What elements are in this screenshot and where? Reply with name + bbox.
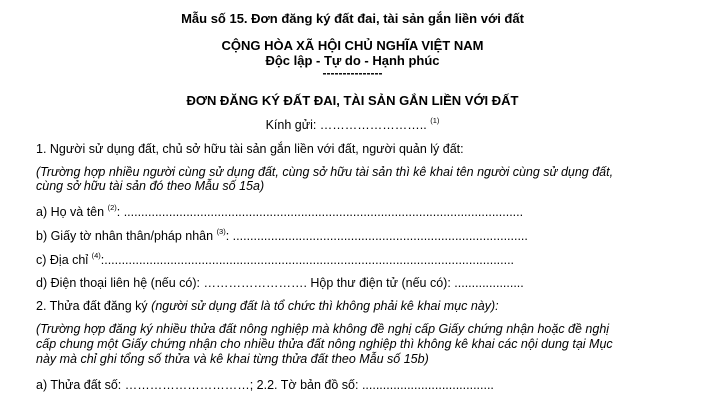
- address-field: [36, 250, 515, 267]
- footnote-ref-4: (4): [91, 250, 101, 260]
- recipient-line: [0, 115, 705, 132]
- divider: ---------------: [322, 66, 383, 80]
- id-document-fill: : .....................................................................................: [225, 229, 528, 243]
- document-title: ĐƠN ĐĂNG KÝ ĐẤT ĐAI, TÀI SẢN GẮN LIỀN VỚI ĐẤT: [186, 93, 519, 108]
- name-label: a) Họ và tên: [36, 205, 108, 219]
- contact-line: d) Điện thoại liên hệ (nếu có): ……………………. Hộp thư điện tử (nếu có): ....................: [36, 276, 524, 290]
- footnote-ref-3: (3): [216, 226, 226, 236]
- parcel-line: a) Thửa đất số: …………………………; 2.2. Tờ bản đồ số: ......................................: [36, 378, 494, 392]
- section-2-heading-note: (người sử dụng đất là tổ chức thì không phải kê khai mục này):: [151, 299, 499, 313]
- section-1-note-line-2: cùng sở hữu tài sản đó theo Mẫu số 15a): [36, 179, 265, 193]
- section-2-note-line-1: (Trường hợp đăng ký nhiều thửa đất nông nghiệp mà không đề nghị cấp Giấy chứng nhận hoặc đề nghị: [36, 322, 610, 336]
- name-field: [36, 202, 524, 219]
- id-document-field: [36, 226, 528, 243]
- footnote-ref-2: (2): [107, 202, 117, 212]
- section-2-heading: 2. Thửa đất đăng ký: [36, 299, 152, 313]
- section-2-heading-line: [36, 299, 499, 313]
- nation-header: CỘNG HÒA XÃ HỘI CHỦ NGHĨA VIỆT NAM: [221, 38, 484, 53]
- recipient-text: Kính gửi: ……………………..: [265, 118, 431, 132]
- name-fill: : ...................................................................................................................: [116, 205, 524, 219]
- form-label: Mẫu số 15. Đơn đăng ký đất đai, tài sản gắn liền với đất: [181, 11, 524, 26]
- address-fill: :......................................................................................................................: [100, 253, 515, 267]
- footnote-ref-1: (1): [430, 115, 440, 125]
- section-2-note-line-3: này mà chỉ ghi tổng số thửa và kê khai từng thửa đất theo Mẫu số 15b): [36, 352, 429, 366]
- section-1-note-line-1: (Trường hợp nhiều người cùng sử dụng đất, cùng sở hữu tài sản thì kê khai tên người cùng sử dụng đất,: [36, 165, 614, 179]
- section-2-note-line-2: cấp chung một Giấy chứng nhận cho nhiều thửa đất nông nghiệp thì không kê khai các nội dung tại Mục: [36, 337, 613, 351]
- address-label: c) Địa chỉ: [36, 253, 92, 267]
- id-document-label: b) Giấy tờ nhân thân/pháp nhân: [36, 229, 217, 243]
- section-1-heading: 1. Người sử dụng đất, chủ sở hữu tài sản gắn liền với đất, người quản lý đất:: [36, 142, 464, 156]
- motto: Độc lập - Tự do - Hạnh phúc: [265, 53, 440, 68]
